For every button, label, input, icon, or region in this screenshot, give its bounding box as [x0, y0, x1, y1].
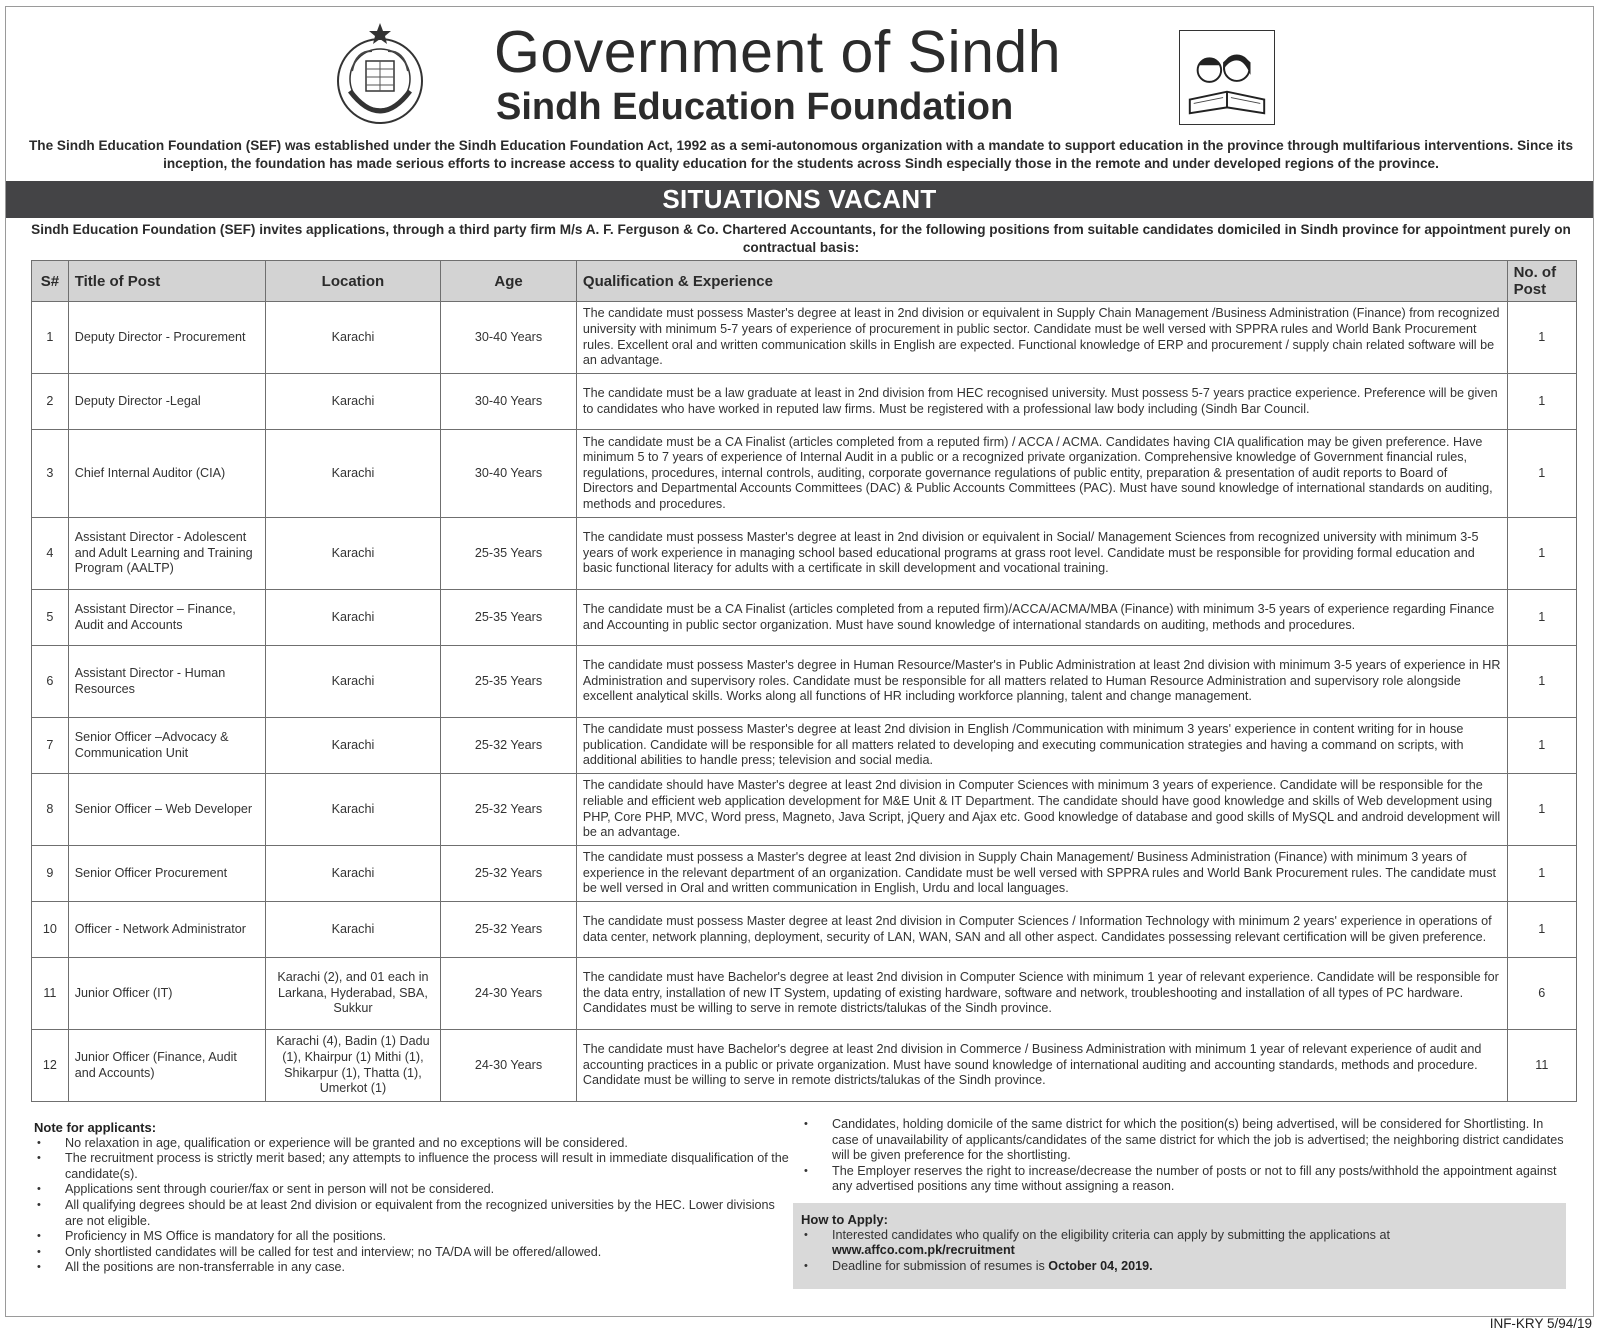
cell-no-of-post: 1	[1507, 774, 1576, 846]
table-row	[32, 302, 1577, 374]
cell-location: Karachi	[265, 518, 441, 590]
cell-sn: 10	[32, 902, 69, 958]
sef-reading-children-logo-icon	[1179, 30, 1275, 125]
cell-title-of-post: Assistant Director – Finance, Audit and Accounts	[68, 590, 265, 646]
cell-no-of-post: 1	[1507, 430, 1576, 518]
table-row	[32, 1030, 1577, 1102]
notes-for-applicants	[34, 1120, 794, 1276]
cell-location: Karachi	[265, 774, 441, 846]
cell-location: Karachi	[265, 846, 441, 902]
note-item: • Proficiency in MS Office is mandatory for all the positions.	[34, 1229, 794, 1245]
cell-no-of-post: 1	[1507, 846, 1576, 902]
table-header-row	[32, 261, 1577, 302]
note-item: • All the positions are non-transferrable in any case.	[34, 1260, 794, 1276]
cell-sn: 9	[32, 846, 69, 902]
invitation-text: Sindh Education Foundation (SEF) invites applications, through a third party firm M/s A. F. Ferguson & Co. Chartered Accountants, for the following positions from suitable candidates domiciled in Sindh province for appointment purely on contractual basis:	[31, 222, 1571, 255]
cell-no-of-post: 1	[1507, 646, 1576, 718]
foundation-introduction: The Sindh Education Foundation (SEF) was established under the Sindh Education Foundation Act, 1992 as a semi-autonomous organization with a mandate to support education in the province through multifarious interventions. Since its inception, the foundation has made serious efforts to increase access to quality education for the students across Sindh especially those in the remote and under developed regions of the province.	[28, 138, 1574, 171]
cell-no-of-post: 1	[1507, 590, 1576, 646]
cell-sn: 6	[32, 646, 69, 718]
cell-qualification: The candidate must possess Master degree at least 2nd division in Computer Sciences / Information Technology with minimum 2 years' experience in operations of data center, network planning, deployment, security of LAN, WAN, SAN and all other aspect. Candidates possessing relevant certification will be given preference.	[576, 902, 1507, 958]
cell-title-of-post: Deputy Director - Procurement	[68, 302, 265, 374]
cell-no-of-post: 1	[1507, 518, 1576, 590]
cell-age: 24-30 Years	[441, 958, 577, 1030]
cell-sn: 4	[32, 518, 69, 590]
advertisement-page	[5, 6, 1594, 1317]
cell-location: Karachi	[265, 646, 441, 718]
cell-qualification: The candidate must have Bachelor's degree at least 2nd division in Computer Science with minimum 1 year of relevant experience. Candidate will be responsible for the data entry, installation of new IT System, updating of existing hardware, software and network, troubleshooting and installation of all types of PC hardware. Candidates must be willing to serve in remote districts/talukas of the Sindh province.	[576, 958, 1507, 1030]
table-row	[32, 902, 1577, 958]
cell-no-of-post: 6	[1507, 958, 1576, 1030]
cell-no-of-post: 1	[1507, 718, 1576, 774]
cell-location: Karachi (2), and 01 each in Larkana, Hyderabad, SBA, Sukkur	[265, 958, 441, 1030]
cell-location: Karachi	[265, 902, 441, 958]
cell-sn: 12	[32, 1030, 69, 1102]
table-row	[32, 430, 1577, 518]
government-title: Government of Sindh	[494, 19, 1062, 85]
additional-notes	[801, 1117, 1571, 1195]
advertisement-reference: INF-KRY 5/94/19	[1489, 1316, 1592, 1331]
cell-location: Karachi	[265, 302, 441, 374]
note-item: • Candidates, holding domicile of the same district for which the position(s) being advertised, will be considered for Shortlisting. In case of unavailability of applicants/candidates of the same district for which the job is advertised; the neighboring district candidates will be given preference for the shortlisting.	[801, 1117, 1571, 1164]
cell-title-of-post: Officer - Network Administrator	[68, 902, 265, 958]
how-to-apply-box	[793, 1203, 1566, 1289]
cell-location: Karachi	[265, 590, 441, 646]
table-row	[32, 590, 1577, 646]
cell-qualification: The candidate must possess Master's degree in Human Resource/Master's in Public Administration at least 2nd division with minimum 3-5 years of experience in HR Administration and supervisory roles. Candidate must be responsible for all matters related to Human Resource Administration and supervisory role alongside excellent analytical skills. Works along all functions of HR including workforce planning, talent and change management.	[576, 646, 1507, 718]
apply-deadline	[801, 1259, 1558, 1275]
cell-sn: 5	[32, 590, 69, 646]
cell-qualification: The candidate must be a law graduate at least in 2nd division from HEC recognised university. Must possess 5-7 years practice experience. Preference will be given to candidates who have worked in reputed law firms. Must be registered with a professional law body including (Sindh Bar Council.	[576, 374, 1507, 430]
note-item: • Applications sent through courier/fax or sent in person will not be considered.	[34, 1182, 794, 1198]
cell-qualification: The candidate must possess Master's degree at least in 2nd division or equivalent in Supply Chain Management /Business Administration (Finance) from recognized university with minimum 5-7 years of experience of procurement in public sector. Candidate must be well versed with SPPRA rules and World Bank Procurement rules. Excellent oral and written communication skills in English are expected. Functional knowledge of ERP and procurement / supply chain related software will be an advantage.	[576, 302, 1507, 374]
cell-no-of-post: 11	[1507, 1030, 1576, 1102]
apply-instruction	[801, 1228, 1558, 1259]
foundation-title: Sindh Education Foundation	[496, 86, 1014, 128]
cell-no-of-post: 1	[1507, 902, 1576, 958]
cell-age: 30-40 Years	[441, 430, 577, 518]
header-no-of-post: No. of Post	[1507, 261, 1576, 302]
cell-age: 25-35 Years	[441, 646, 577, 718]
table-row	[32, 958, 1577, 1030]
cell-qualification: The candidate must possess Master's degree at least 2nd division in English /Communication with minimum 3 years' experience in content writing for in house publication. Candidate will be responsible for all matters related to developing and executing communication strategies and having a command on scripts, with additional abilities to handle press; television and social media.	[576, 718, 1507, 774]
apply-instruction-text: Interested candidates who qualify on the eligibility criteria can apply by submitting the applications at	[832, 1227, 1390, 1242]
cell-no-of-post: 1	[1507, 302, 1576, 374]
recruitment-url-link[interactable]: www.affco.com.pk/recruitment	[832, 1243, 1015, 1258]
cell-sn: 2	[32, 374, 69, 430]
cell-qualification: The candidate must possess a Master's degree at least 2nd division in Supply Chain Management/ Business Administration (Finance) with minimum 3 years of experience in the relevant department of an organization. Candidate must be well versed with SPPRA rules and World Bank Procurement rules. The candidate must be well versed in Oral and written communication in English, Urdu and local languages.	[576, 846, 1507, 902]
header-title-of-post: Title of Post	[68, 261, 265, 302]
cell-location: Karachi	[265, 374, 441, 430]
cell-age: 25-35 Years	[441, 590, 577, 646]
cell-age: 30-40 Years	[441, 374, 577, 430]
cell-title-of-post: Senior Officer Procurement	[68, 846, 265, 902]
note-item: • All qualifying degrees should be at least 2nd division or equivalent from the recognized universities by the HEC. Lower divisions are not eligible.	[34, 1198, 794, 1229]
cell-title-of-post: Assistant Director - Human Resources	[68, 646, 265, 718]
cell-title-of-post: Senior Officer –Advocacy & Communication Unit	[68, 718, 265, 774]
cell-sn: 8	[32, 774, 69, 846]
cell-age: 25-32 Years	[441, 846, 577, 902]
note-item: • The recruitment process is strictly merit based; any attempts to influence the process will result in immediate disqualification of the candidate(s).	[34, 1151, 794, 1182]
cell-qualification: The candidate should have Master's degree at least 2nd division in Computer Sciences with minimum 3 years of experience. Candidate will be responsible for the reliable and efficient web application development for M&E Unit & IT Department. The candidate should have good knowledge and skills of Web development using PHP, Core PHP, MVC, Word press, Magneto, Java Script, jQuery and Ajax etc. Good knowledge of database and good skills of MySQL and android development will be an advantage.	[576, 774, 1507, 846]
header-sn: S#	[32, 261, 69, 302]
table-row	[32, 846, 1577, 902]
cell-title-of-post: Deputy Director -Legal	[68, 374, 265, 430]
note-item: • The Employer reserves the right to increase/decrease the number of posts or not to fill any posts/withhold the appointment against any advertised positions any time without assigning a reason.	[801, 1164, 1571, 1195]
cell-title-of-post: Junior Officer (Finance, Audit and Accounts)	[68, 1030, 265, 1102]
header-location: Location	[265, 261, 441, 302]
sindh-government-emblem-icon	[330, 21, 430, 129]
cell-no-of-post: 1	[1507, 374, 1576, 430]
notes-heading: Note for applicants:	[34, 1120, 157, 1135]
how-to-apply-heading: How to Apply:	[801, 1212, 888, 1227]
cell-age: 25-32 Years	[441, 902, 577, 958]
cell-qualification: The candidate must be a CA Finalist (articles completed from a reputed firm) / ACCA / ACMA. Candidates having CIA qualification may be given preference. Have minimum 5 to 7 years of experience of Internal Audit in a public or a recognized private organization. Comprehensive knowledge of Government financial rules, regulations, procedures, internal controls, auditing, corporate governance regulations of public entity, preparation & presentation of audit reports to Board of Directors and Departmental Accounts Committees (DAC) & Public Accounts Committees (PAC). Must have sound knowledge of international standards on auditing, methods and procedures.	[576, 430, 1507, 518]
header-qualification: Qualification & Experience	[576, 261, 1507, 302]
note-item: • Only shortlisted candidates will be called for test and interview; no TA/DA will be offered/allowed.	[34, 1245, 794, 1261]
cell-age: 25-35 Years	[441, 518, 577, 590]
cell-title-of-post: Assistant Director - Adolescent and Adult Learning and Training Program (AALTP)	[68, 518, 265, 590]
cell-location: Karachi (4), Badin (1) Dadu (1), Khairpur (1) Mithi (1), Shikarpur (1), Thatta (1), Umerkot (1)	[265, 1030, 441, 1102]
cell-qualification: The candidate must have Bachelor's degree at least 2nd division in Commerce / Business Administration with minimum 1 year of relevant experience of audit and accounting practices in a public or private organization. Must have sound knowledge of international auditing and accounting standards, methods and procedure. Candidate must be willing to serve in remote districts/talukas of the Sindh province.	[576, 1030, 1507, 1102]
table-row	[32, 646, 1577, 718]
situations-vacant-banner: SITUATIONS VACANT	[6, 181, 1593, 218]
cell-location: Karachi	[265, 430, 441, 518]
cell-sn: 3	[32, 430, 69, 518]
table-row	[32, 774, 1577, 846]
cell-age: 25-32 Years	[441, 718, 577, 774]
cell-location: Karachi	[265, 718, 441, 774]
cell-age: 25-32 Years	[441, 774, 577, 846]
cell-age: 24-30 Years	[441, 1030, 577, 1102]
vacancies-table	[31, 260, 1577, 1102]
table-row	[32, 374, 1577, 430]
header-age: Age	[441, 261, 577, 302]
table-row	[32, 718, 1577, 774]
deadline-date: October 04, 2019.	[1048, 1258, 1153, 1273]
cell-sn: 7	[32, 718, 69, 774]
cell-title-of-post: Chief Internal Auditor (CIA)	[68, 430, 265, 518]
cell-title-of-post: Senior Officer – Web Developer	[68, 774, 265, 846]
cell-sn: 11	[32, 958, 69, 1030]
cell-age: 30-40 Years	[441, 302, 577, 374]
cell-title-of-post: Junior Officer (IT)	[68, 958, 265, 1030]
deadline-label: Deadline for submission of resumes is	[832, 1258, 1045, 1273]
note-item: • No relaxation in age, qualification or experience will be granted and no exceptions will be considered.	[34, 1136, 794, 1152]
table-row	[32, 518, 1577, 590]
cell-sn: 1	[32, 302, 69, 374]
cell-qualification: The candidate must possess Master's degree at least in 2nd division or equivalent in Social/ Management Sciences from recognized university with minimum 3-5 years of work experience in managing school based educational programs at grass root level. Candidate must be responsible for providing formal education and basic functional literacy for adults with a certificate in skill development and vocational training.	[576, 518, 1507, 590]
header	[6, 7, 1595, 135]
cell-qualification: The candidate must be a CA Finalist (articles completed from a reputed firm)/ACCA/ACMA/MBA (Finance) with minimum 3-5 years of experience regarding Finance and Accounting in public sector organization. Must have sound knowledge of international standards on auditing, methods and procedures.	[576, 590, 1507, 646]
